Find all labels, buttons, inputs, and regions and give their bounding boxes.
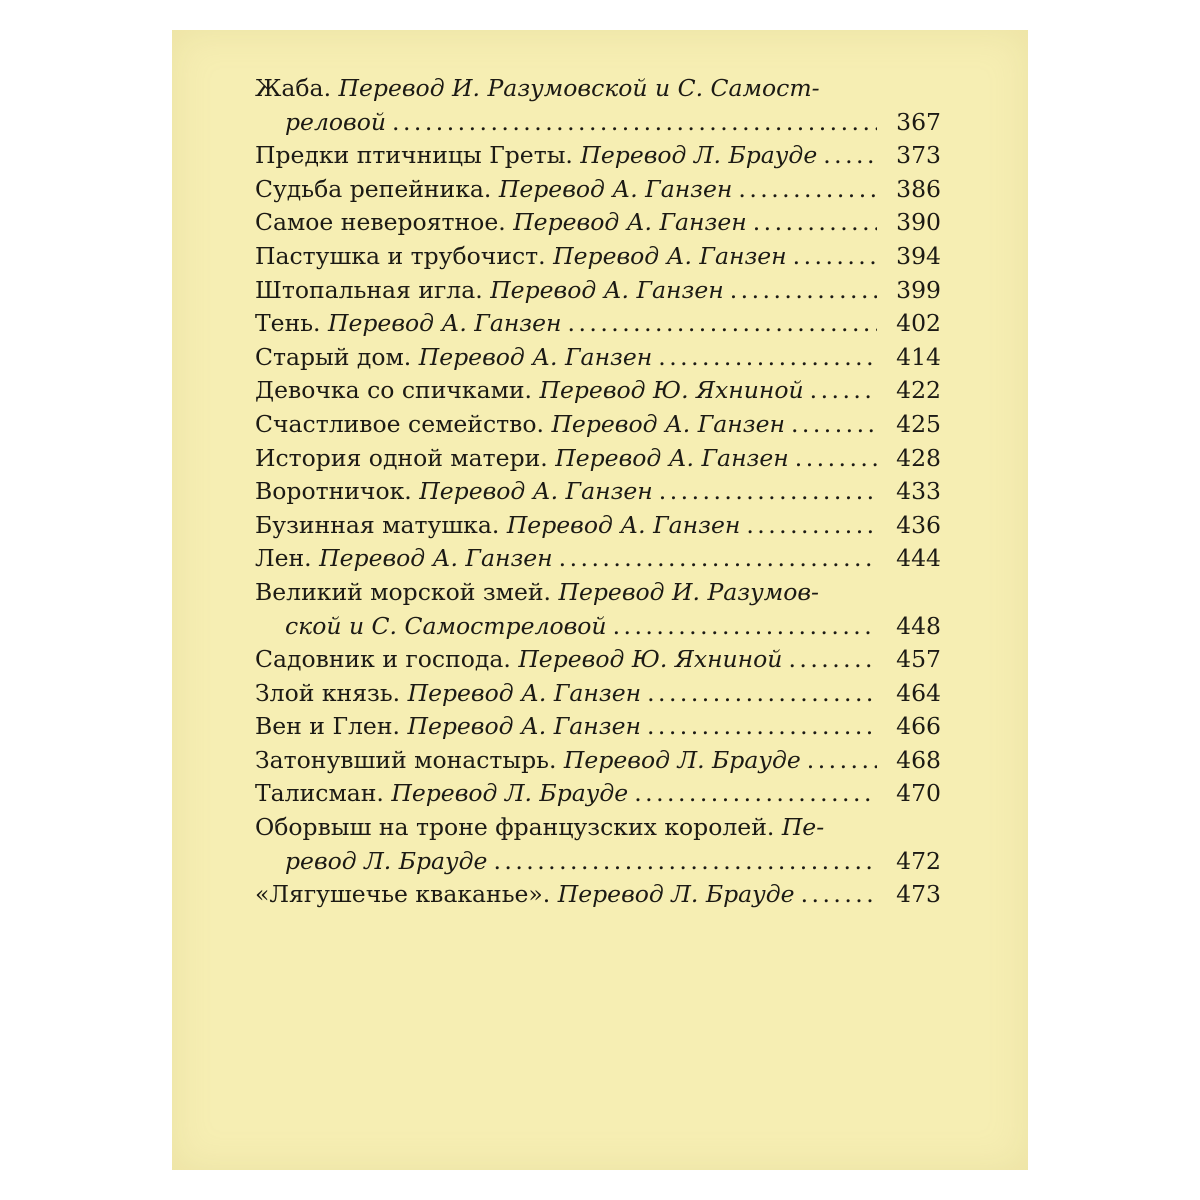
story-title: Талисман. <box>255 779 392 808</box>
toc-entry-continuation-line <box>255 845 941 879</box>
dot-leader <box>807 744 877 778</box>
toc-entry <box>255 475 941 509</box>
story-title: Тень. <box>255 309 328 338</box>
translator-credit: Перевод А. Ганзен <box>513 208 747 237</box>
dot-leader <box>730 274 877 308</box>
translator-credit: Перевод А. Ганзен <box>506 510 741 539</box>
dot-leader <box>658 341 877 375</box>
translator-credit: Перевод Л. Брауде <box>557 880 795 909</box>
translator-credit: Перевод И. Разумов- <box>558 577 819 606</box>
translator-credit: ской и С. Самостреловой <box>285 611 607 640</box>
entry-text <box>255 576 819 610</box>
dot-leader <box>647 710 877 744</box>
translator-credit: Перевод Ю. Яхниной <box>518 645 783 674</box>
page-number: 422 <box>896 376 941 405</box>
story-title: Штопальная игла. <box>255 275 491 304</box>
translator-credit: Перевод И. Разумовской и С. Самост- <box>338 74 820 102</box>
table-of-contents <box>255 72 941 912</box>
translator-credit: Перевод А. Ганзен <box>555 443 789 472</box>
story-title: Великий морской змей. <box>255 577 559 606</box>
toc-entry <box>255 744 941 778</box>
toc-entry <box>255 509 941 543</box>
translator-credit: Перевод Ю. Яхниной <box>539 376 804 405</box>
toc-entry <box>255 576 941 643</box>
toc-entry <box>255 777 941 811</box>
entry-text <box>255 206 747 240</box>
toc-entry-line <box>255 206 941 240</box>
toc-entry <box>255 206 941 240</box>
dot-leader <box>613 610 877 644</box>
entry-text <box>255 744 801 778</box>
toc-entry-line <box>255 576 941 610</box>
entry-text <box>285 845 487 879</box>
translator-credit: реловой <box>285 107 387 136</box>
page-number: 414 <box>896 342 941 371</box>
story-title: История одной матери. <box>255 443 556 472</box>
toc-entry-line <box>255 677 941 711</box>
translator-credit: Перевод Л. Брауде <box>563 745 801 774</box>
entry-text <box>285 106 386 140</box>
toc-entry <box>255 173 941 207</box>
toc-entry-line <box>255 341 941 375</box>
entry-text <box>255 878 795 912</box>
dot-leader <box>801 878 877 912</box>
dot-leader <box>392 106 877 140</box>
page-number: 444 <box>896 544 941 573</box>
translator-credit: Перевод А. Ганзен <box>407 678 642 707</box>
page-number: 470 <box>896 779 941 808</box>
entry-text <box>255 408 785 442</box>
page-number: 468 <box>896 745 941 774</box>
entry-text <box>255 677 641 711</box>
toc-entry <box>255 72 941 139</box>
toc-entry <box>255 341 941 375</box>
page-number: 394 <box>896 241 941 270</box>
dot-leader <box>493 845 877 879</box>
story-title: Затонувший монастырь. <box>255 745 564 774</box>
page-number: 428 <box>896 443 941 472</box>
page-number: 390 <box>896 208 941 237</box>
page-number: 402 <box>896 309 941 338</box>
dot-leader <box>746 509 877 543</box>
toc-entry-line <box>255 408 941 442</box>
entry-text <box>255 475 653 509</box>
dot-leader <box>795 442 877 476</box>
page-number: 386 <box>896 174 941 203</box>
translator-credit: Перевод А. Ганзен <box>490 275 724 304</box>
toc-entry-line <box>255 509 941 543</box>
entry-text <box>285 610 607 644</box>
dot-leader <box>647 677 877 711</box>
story-title: Предки птичницы Греты. <box>255 141 581 170</box>
translator-credit: Перевод Л. Брауде <box>580 141 818 170</box>
toc-entry-line <box>255 744 941 778</box>
dot-leader <box>788 643 877 677</box>
page-number: 367 <box>896 107 941 136</box>
toc-entry-line <box>255 374 941 408</box>
dot-leader <box>753 206 877 240</box>
entry-text <box>255 307 562 341</box>
story-title: Бузинная матушка. <box>255 510 507 539</box>
toc-entry <box>255 677 941 711</box>
toc-entry <box>255 307 941 341</box>
toc-entry-line <box>255 878 941 912</box>
toc-entry-continuation-line <box>255 106 941 140</box>
entry-text <box>255 72 820 106</box>
toc-entry-line <box>255 643 941 677</box>
page-number: 472 <box>896 846 941 875</box>
entry-text <box>255 374 804 408</box>
translator-credit: Перевод Л. Брауде <box>391 779 629 808</box>
translator-credit: Перевод А. Ганзен <box>319 544 553 573</box>
translator-credit: ревод Л. Брауде <box>285 846 488 875</box>
page-number: 466 <box>896 712 941 741</box>
page-number: 464 <box>896 678 941 707</box>
toc-entry-continuation-line <box>255 610 941 644</box>
entry-text <box>255 777 628 811</box>
translator-credit: Перевод А. Ганзен <box>419 477 653 506</box>
story-title: Пастушка и трубочист. <box>255 241 554 270</box>
page-number: 448 <box>896 611 941 640</box>
dot-leader <box>559 542 877 576</box>
toc-entry <box>255 442 941 476</box>
translator-credit: Перевод А. Ганзен <box>498 174 733 203</box>
toc-entry <box>255 643 941 677</box>
translator-credit: Перевод А. Ганзен <box>418 342 653 371</box>
translator-credit: Перевод А. Ганзен <box>553 241 787 270</box>
toc-entry-line <box>255 811 941 845</box>
entry-text <box>255 240 787 274</box>
translator-credit: Пе- <box>781 813 825 842</box>
page-number: 473 <box>896 880 941 909</box>
dot-leader <box>568 307 877 341</box>
toc-entry-line <box>255 240 941 274</box>
toc-entry <box>255 811 941 878</box>
page-number: 373 <box>896 141 941 170</box>
dot-leader <box>823 139 877 173</box>
toc-entry <box>255 374 941 408</box>
entry-text <box>255 341 652 375</box>
translator-credit: Перевод А. Ганзен <box>407 712 641 741</box>
entry-text <box>255 139 817 173</box>
toc-entry <box>255 274 941 308</box>
story-title: «Лягушечье кваканье». <box>255 880 558 909</box>
dot-leader <box>659 475 877 509</box>
dot-leader <box>634 777 877 811</box>
toc-entry-line <box>255 139 941 173</box>
entry-text <box>255 442 789 476</box>
story-title: Самое невероятное. <box>255 208 514 237</box>
translator-credit: Перевод А. Ганзен <box>551 409 785 438</box>
page-number: 436 <box>896 510 941 539</box>
toc-entry-line <box>255 777 941 811</box>
story-title: Лен. <box>255 544 320 573</box>
entry-text <box>255 274 724 308</box>
page-number: 399 <box>896 275 941 304</box>
story-title: Злой князь. <box>255 678 408 707</box>
translator-credit: Перевод А. Ганзен <box>327 309 562 338</box>
toc-entry-line <box>255 173 941 207</box>
toc-entry-line <box>255 442 941 476</box>
toc-entry <box>255 408 941 442</box>
page-number: 457 <box>896 645 941 674</box>
entry-text <box>255 509 740 543</box>
toc-entry <box>255 542 941 576</box>
toc-entry <box>255 240 941 274</box>
toc-entry <box>255 878 941 912</box>
story-title: Оборвыш на троне французских королей. <box>255 813 782 842</box>
dot-leader <box>791 408 877 442</box>
story-title: Судьба репейника. <box>255 174 499 203</box>
entry-text <box>255 710 641 744</box>
entry-text <box>255 542 553 576</box>
page-number: 425 <box>896 409 941 438</box>
dot-leader <box>793 240 877 274</box>
page-number: 433 <box>896 477 941 506</box>
entry-text <box>255 643 782 677</box>
story-title: Жаба. <box>255 74 339 102</box>
story-title: Счастливое семейство. <box>255 409 552 438</box>
toc-entry-line <box>255 72 941 106</box>
toc-entry <box>255 710 941 744</box>
story-title: Садовник и господа. <box>255 645 519 674</box>
toc-entry-line <box>255 542 941 576</box>
story-title: Девочка со спичками. <box>255 376 540 405</box>
dot-leader <box>810 374 877 408</box>
toc-entry-line <box>255 274 941 308</box>
toc-entry <box>255 139 941 173</box>
story-title: Воротничок. <box>255 477 420 506</box>
toc-entry-line <box>255 307 941 341</box>
bleed-through-imprint <box>258 935 998 953</box>
entry-text <box>255 811 824 845</box>
entry-text <box>255 173 732 207</box>
toc-entry-line <box>255 475 941 509</box>
toc-entry-line <box>255 710 941 744</box>
dot-leader <box>738 173 877 207</box>
story-title: Старый дом. <box>255 342 419 371</box>
story-title: Вен и Глен. <box>255 712 408 741</box>
